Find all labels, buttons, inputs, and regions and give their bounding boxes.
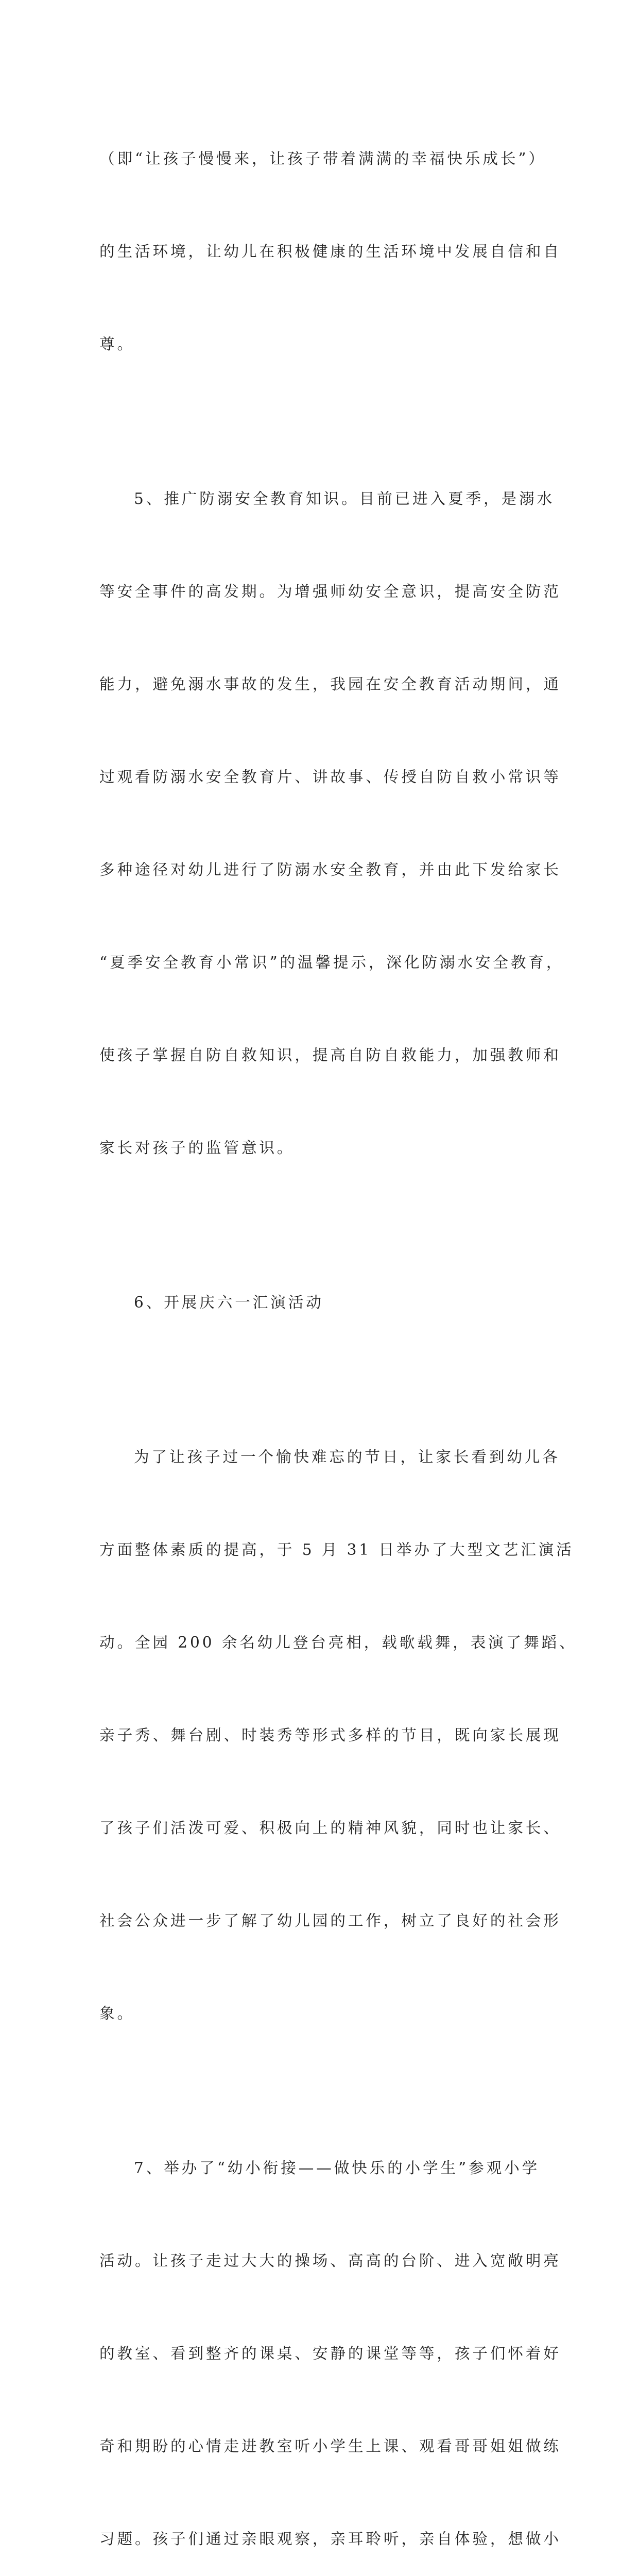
paragraph-item-6-heading (99, 1225, 543, 1380)
text-line: 尊。 (99, 335, 135, 353)
text-line: 社会公众进一步了解了幼儿园的工作，树立了良好的社会形 (99, 1912, 561, 1929)
text-line: “夏季安全教育小常识”的温馨提示，深化防溺水安全教育， (99, 954, 564, 971)
text-line: 活动。让孩子走过大大的操场、高高的台阶、进入宽敞明亮 (99, 2252, 561, 2269)
text-line: 为了让孩子过一个愉快难忘的节日，让家长看到幼儿各 (134, 1448, 560, 1466)
document-page (99, 81, 577, 2576)
text-line: 等安全事件的高发期。为增强师幼安全意识，提高安全防范 (99, 583, 561, 600)
text-line: 的教室、看到整齐的课桌、安静的课堂等等，孩子们怀着好 (99, 2345, 561, 2362)
text-line: 5、推广防溺安全教育知识。目前已进入夏季，是溺水 (134, 490, 555, 507)
text-line: 能力，避免溺水事故的发生，我园在安全教育活动期间，通 (99, 675, 561, 693)
text-line: 过观看防溺水安全教育片、讲故事、传授自防自救小常识等 (99, 768, 561, 786)
text-line: 多种途径对幼儿进行了防溺水安全教育，并由此下发给家长 (99, 861, 561, 878)
text-line: 亲子秀、舞台剧、时装秀等形式多样的节目，既向家长展现 (99, 1726, 561, 1744)
paragraph-item-7 (99, 2091, 561, 2576)
text-line: 了孩子们活泼可爱、积极向上的精神风貌，同时也让家长、 (99, 1819, 561, 1837)
text-line: 7、举办了“幼小衔接——做快乐的小学生”参观小学 (134, 2159, 540, 2177)
text-line: 动。全园 200 余名幼儿登台亮相，载歌载舞，表演了舞蹈、 (99, 1634, 577, 1651)
text-line: 习题。孩子们通过亲眼观察，亲耳聆听，亲自体验，想做小 (99, 2530, 561, 2548)
text-line: （即“让孩子慢慢来，让孩子带着满满的幸福快乐成长”） (99, 150, 546, 167)
paragraph-item-6-body (99, 1380, 577, 2091)
text-line: 方面整体素质的提高，于 5 月 31 日举办了大型文艺汇演活 (99, 1541, 574, 1558)
text-line: 6、开展庆六一汇演活动 (134, 1294, 324, 1311)
text-line: 象。 (99, 2005, 135, 2022)
text-line: 家长对孩子的监管意识。 (99, 1139, 295, 1157)
text-line: 奇和期盼的心情走进教室听小学生上课、观看哥哥姐姐做练 (99, 2437, 561, 2455)
text-line: 的生活环境，让幼儿在积极健康的生活环境中发展自信和自 (99, 243, 561, 260)
paragraph-item-5 (99, 421, 564, 1225)
paragraph-1 (99, 81, 561, 421)
text-line: 使孩子掌握自防自救知识，提高自防自救能力，加强教师和 (99, 1046, 561, 1064)
